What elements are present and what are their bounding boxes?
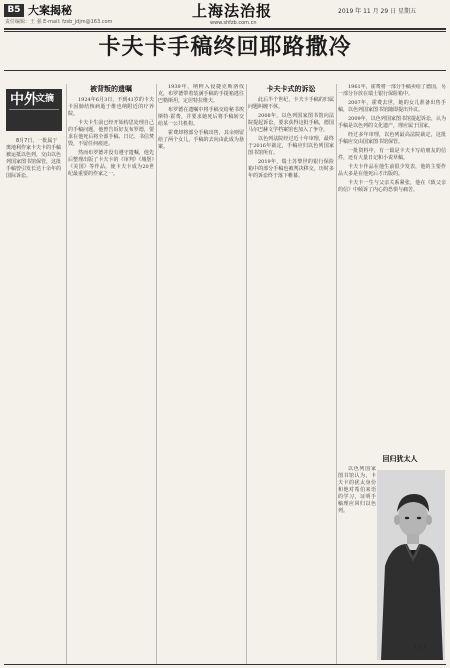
newspaper-masthead: 上海法治报: [192, 2, 273, 20]
article-paragraph: 2009年，以色列国家图书馆提起诉讼，认为手稿是以色列的文化遗产，理应属于国家。: [338, 116, 446, 129]
column-divider: [246, 84, 247, 664]
article-paragraph: 然而布罗德并没有遵守遗嘱，他先后整理出版了卡夫卡的《审判》《城堡》《美国》等作品，使卡夫卡成为20世纪最重要的作家之一。: [68, 150, 154, 177]
article-column-5: [338, 466, 376, 656]
logo-main-text: 中外: [10, 92, 38, 108]
issue-dateline: 2019 年 11 月 29 日 星期五: [338, 8, 416, 15]
article-paragraph: 霍费却将部分手稿出售，其余则留给了两个女儿，手稿的去向由此成为悬案。: [158, 130, 244, 150]
article-paragraph: 以色列国家图书馆认为，卡夫卡的犹太身份和他对希伯来语的学习，证明手稿理应回归以色列。: [338, 466, 376, 514]
article-paragraph: 1961年，霍费将一部分手稿卖给了德国，另一部分存放在瑞士银行保险箱中。: [338, 84, 446, 97]
article-paragraph: 2007年，霍费去世，她的女儿准备出售手稿，以色列国家图书馆随即提出异议。: [338, 100, 446, 113]
article-paragraph: 布罗德在遗嘱中将手稿交给秘书埃斯特·霍费，并要求她死后将手稿转交给某一公共机构。: [158, 107, 244, 127]
column-logo: [6, 89, 62, 131]
article-paragraph: 卡夫卡作品在他生前很少发表，他的主要作品大多是在他死后才出版的。: [338, 164, 446, 177]
article-paragraph: 2019年，瑞士苏黎世的银行保险箱中的部分手稿也被判决移交，历时多年的诉讼终于落下帷幕。: [248, 159, 334, 179]
section-subhead: 回归犹太人: [382, 455, 418, 463]
article-paragraph: 2008年，以色列国家图书馆向法院提起诉讼，要求获得这批手稿，德国马尔巴赫文学档案馆也加入了争夺。: [248, 113, 334, 133]
intro-paragraph: 8月7日，一批属于奥地利作家卡夫卡的手稿被运抵以色列，交由以色列国家图书馆保管，这批手稿曾引发长达十余年的国际诉讼。: [6, 138, 62, 179]
article-column-2: [158, 84, 244, 662]
kafka-portrait-photo: [377, 470, 445, 660]
article-paragraph: 以色列法院经过近十年审理，最终于2016年裁定，手稿应归以色列国家图书馆所有。: [248, 136, 334, 156]
header-rule-thin: [4, 31, 446, 32]
article-column-3: [248, 84, 334, 662]
website-url: www.shfzb.com.cn: [210, 20, 257, 26]
article-column-1: [68, 84, 154, 662]
article-paragraph: 1924年6月3日，不到41岁的卡夫卡因肺结核病逝于维也纳附近的疗养院。: [68, 97, 154, 117]
main-headline: 卡夫卡手稿终回耶路撒冷: [98, 35, 352, 60]
kafka-portrait-illustration: [377, 470, 445, 660]
article-column-4: [338, 84, 446, 449]
article-paragraph: 一批资料中，有一篇是卡夫卡写给朋友的信件，还有大量日记和小说草稿。: [338, 148, 446, 161]
intro-text: [6, 138, 62, 180]
logo-divider: [9, 109, 59, 110]
footer-rule: [4, 664, 446, 665]
article-paragraph: 卡夫卡一生与父亲关系紧张，他在《致父亲的信》中倾诉了内心的恐惧与痛苦。: [338, 180, 446, 193]
editor-line: 责任编辑：王 强 E-mail: fzsb_jdjm@163.com: [5, 19, 113, 25]
column-heading: 卡夫卡式的诉讼: [266, 85, 316, 93]
photo-caption: 卡夫卡: [412, 645, 428, 651]
article-paragraph: 此后半个世纪，卡夫卡手稿的归属问题纠缠不休。: [248, 97, 334, 110]
article-paragraph: 卡夫卡生前已经开始构思处理自己的手稿问题，他曾告诉好友布罗德，要求在他死后将全部手稿、日记、书信焚毁，不留任何痕迹。: [68, 120, 154, 147]
column-divider: [66, 84, 67, 664]
article-paragraph: 1939年，纳粹入侵捷克斯洛伐克，布罗德带着装满手稿的手提箱逃往巴勒斯坦，定居特拉维夫。: [158, 84, 244, 104]
column-divider: [156, 84, 157, 664]
column-heading: 被背叛的遗嘱: [90, 85, 132, 93]
page-number-badge: B5: [4, 4, 24, 17]
logo-side-text: 文摘: [36, 94, 55, 104]
section-title: 大案揭秘: [28, 4, 72, 17]
column-divider: [336, 84, 337, 664]
article-paragraph: 经过多年审理，以色列最高法院裁定，这批手稿应交由国家图书馆保管。: [338, 132, 446, 145]
headline-rule: [4, 70, 446, 71]
header-rule: [4, 28, 446, 30]
